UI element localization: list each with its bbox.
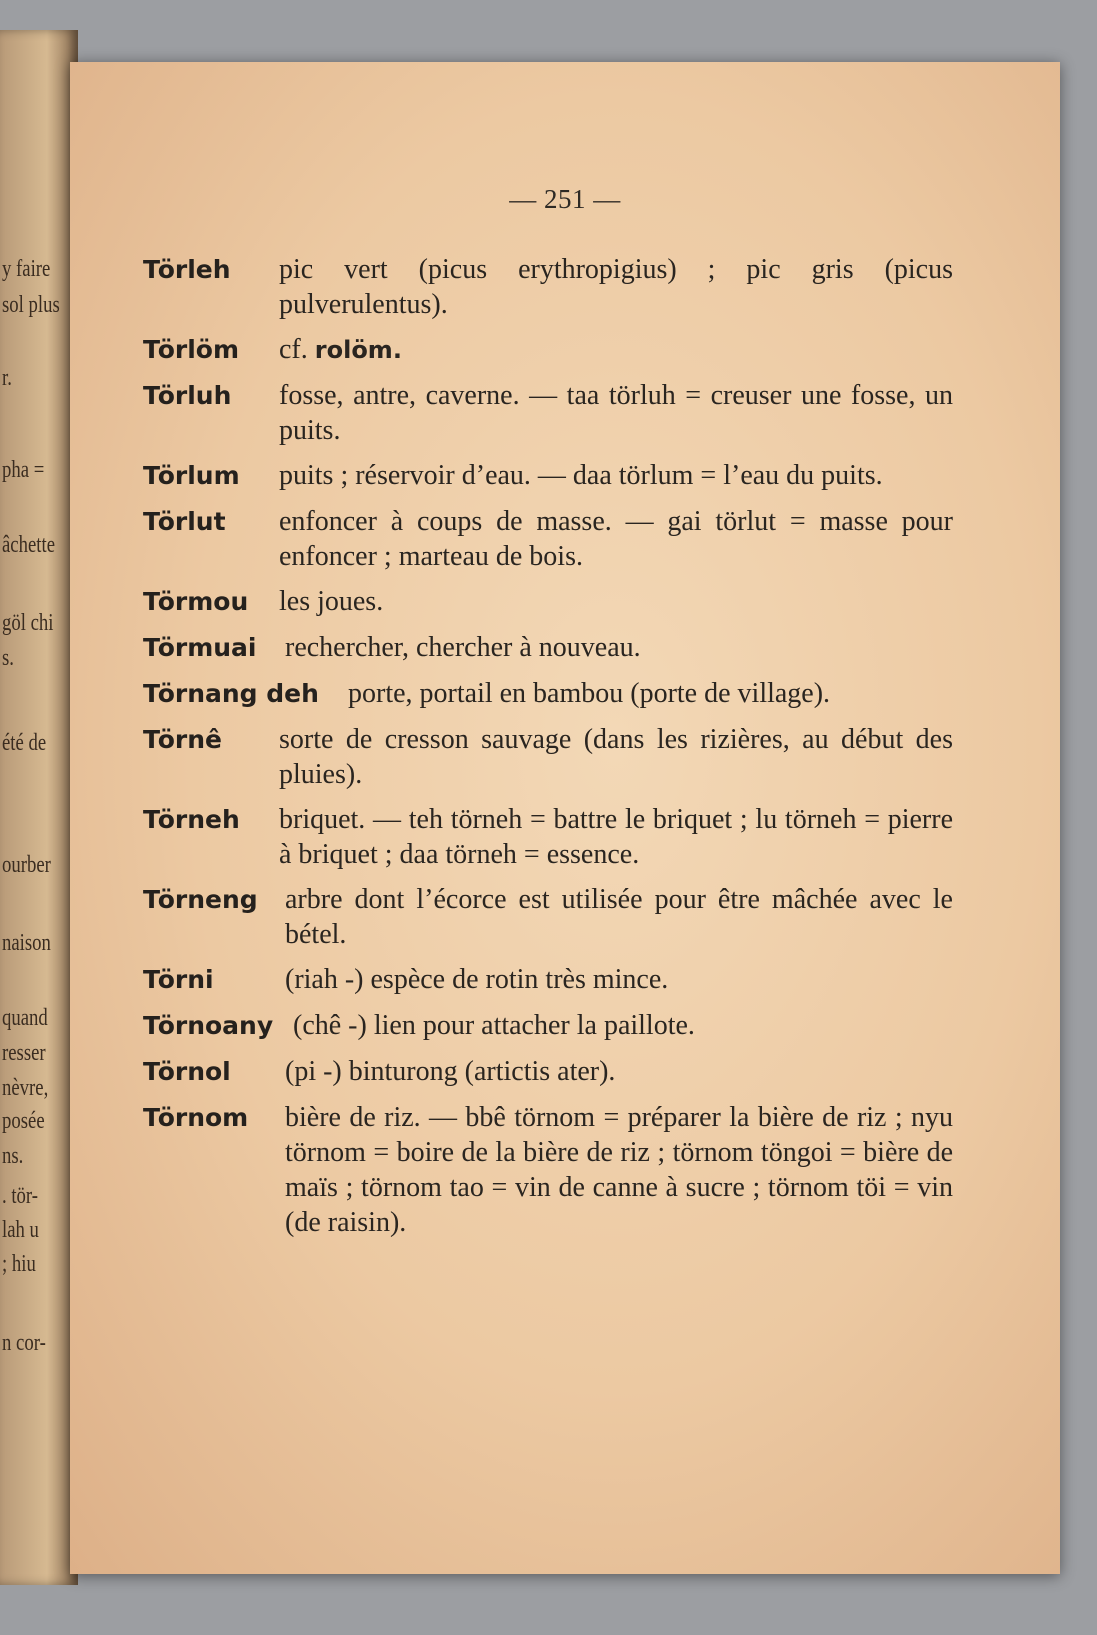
headword: Törlum (143, 461, 240, 490)
dictionary-entry (143, 630, 953, 666)
definition: porte, portail en bambou (porte de village). (348, 678, 831, 709)
left-page-fragment: quand (2, 1005, 48, 1031)
headword: Törnoany (143, 1011, 274, 1040)
left-page-fragment: y faire (2, 256, 51, 282)
left-page-fragment: ns. (2, 1143, 24, 1169)
headword: Törni (143, 965, 214, 994)
definition: pic vert (picus erythropigius) ; pic gris (picus pulverulentus). (279, 254, 953, 320)
left-page-fragment: âchette (2, 532, 56, 558)
dictionary-entry (143, 962, 953, 998)
definition: bière de riz. — bbê törnom = préparer la bière de riz ; nyu törnom = boire de la bière de riz ; törnom töngoi = bière de maïs ; törnom tao = vin de canne à sucre ; törnom töi = vin (de raisin). (285, 1102, 953, 1238)
dictionary-entry (143, 882, 953, 952)
left-page-fragment: pha = (2, 457, 45, 483)
left-page-fragment: ; hiu (2, 1251, 36, 1277)
definition: les joues. (279, 586, 384, 617)
dictionary-entry (143, 1008, 953, 1044)
headword: Törneng (143, 885, 258, 914)
definition: fosse, antre, caverne. — taa törluh = creuser une fosse, un puits. (279, 380, 953, 446)
left-page-fragment: posée (2, 1108, 45, 1134)
dictionary-entry (143, 802, 953, 872)
left-page-fragment: été de (2, 730, 47, 756)
left-page-fragment: nèvre, (2, 1075, 49, 1101)
definition: (chê -) lien pour attacher la paillote. (293, 1010, 695, 1041)
left-page-fragment: sol plus (2, 292, 60, 318)
headword: Törleh (143, 255, 231, 284)
definition: (riah -) espèce de rotin très mince. (285, 964, 669, 995)
headword: Törluh (143, 381, 232, 410)
definition: (pi -) binturong (artictis ater). (285, 1056, 616, 1087)
headword: Törnom (143, 1103, 249, 1132)
headword: Törmou (143, 587, 249, 616)
dictionary-page (70, 62, 1060, 1574)
headword: Törneh (143, 805, 240, 834)
dictionary-entry (143, 1100, 953, 1240)
definition: rechercher, chercher à nouveau. (285, 632, 641, 663)
dictionary-entry (143, 504, 953, 574)
page-number: — 251 — (509, 184, 621, 214)
definition: arbre dont l’écorce est utilisée pour être mâchée avec le bétel. (285, 884, 953, 950)
headword: Törnê (143, 725, 222, 754)
dictionary-entry (143, 676, 953, 712)
dictionary-entry (143, 584, 953, 620)
left-page-fragment: lah u (2, 1217, 39, 1243)
headword: Törmuai (143, 633, 257, 662)
headword: Törnol (143, 1057, 231, 1086)
left-page-fragment: . tör- (2, 1183, 39, 1209)
left-page-fragment: s. (2, 645, 14, 671)
left-page-fragment: resser (2, 1040, 46, 1066)
headword: Törlut (143, 507, 226, 536)
dictionary-entry (143, 378, 953, 448)
definition-text: cf. (279, 334, 308, 365)
definition: briquet. — teh törneh = battre le briquet ; lu törneh = pierre à briquet ; daa törneh = essence. (279, 804, 953, 870)
definition: sorte de cresson sauvage (dans les rizières, au début des pluies). (279, 724, 953, 790)
dictionary-entry (143, 332, 953, 368)
dictionary-entry (143, 722, 953, 792)
definition: puits ; réservoir d’eau. — daa törlum = l’eau du puits. (279, 460, 883, 491)
headword: Törlöm (143, 335, 240, 364)
headword: Törnang deh (143, 679, 319, 708)
definition (279, 332, 953, 368)
dictionary-entry (143, 458, 953, 494)
left-page-fragment: naison (2, 930, 51, 956)
entry-list (143, 252, 953, 1250)
dictionary-entry (143, 252, 953, 322)
definition: enfoncer à coups de masse. — gai törlut = masse pour enfoncer ; marteau de bois. (279, 506, 953, 572)
left-page-fragment: göl chi (2, 610, 54, 636)
cross-reference: rolöm. (314, 336, 402, 364)
dictionary-entry (143, 1054, 953, 1090)
left-page-fragment: n cor- (2, 1330, 46, 1356)
left-page-edge (0, 30, 78, 1585)
left-page-fragment: ourber (2, 852, 51, 878)
left-page-fragment: r. (2, 365, 12, 391)
